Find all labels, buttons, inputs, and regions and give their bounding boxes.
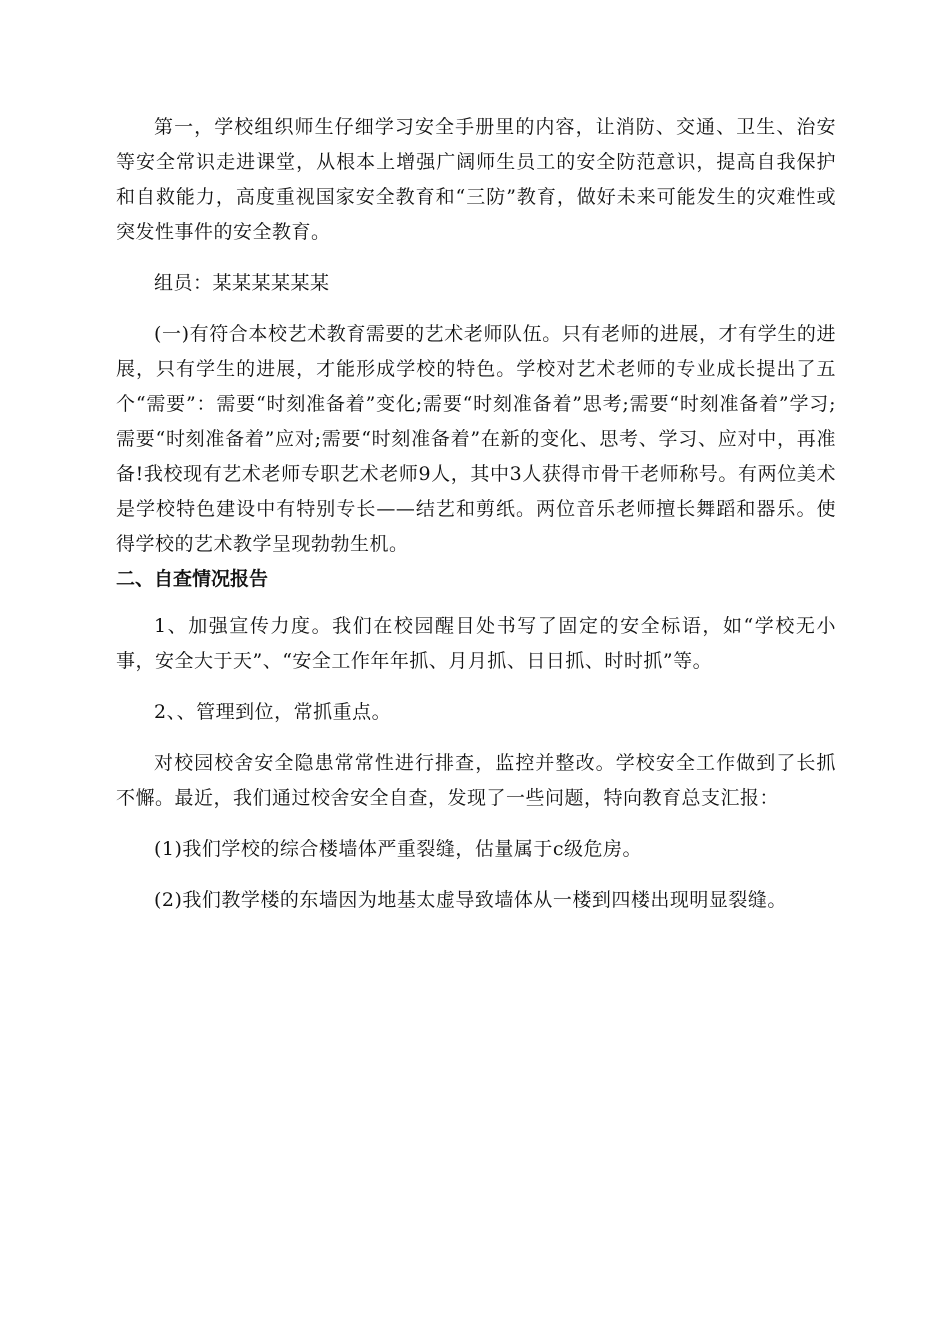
- paragraph-issue-1: (1)我们学校的综合楼墙体严重裂缝，估量属于c级危房。: [154, 838, 643, 860]
- section-heading: 二、自查情况报告: [116, 568, 269, 590]
- paragraph-art-teachers: (一)有符合本校艺术教育需要的艺术老师队伍。只有老师的进展，才有学生的进展，只有学生的进展，才能形成学校的特色。学校对艺术老师的专业成长提出了五个“需要”：需要“时刻准备着”变化;需要“时刻准备着”思考;需要“时刻准备着”学习;需要“时刻准备着”应对;需要“时刻准备着”在新的变化、思考、学习、应对中，再准备!我校现有艺术老师专职艺术老师9人，其中3人获得市骨干老师称号。有两位美术是学校特色建设中有特别专长——结艺和剪纸。两位音乐老师擅长舞蹈和器乐。使得学校的艺术教学呈现勃勃生机。: [116, 323, 836, 555]
- paragraph-issue-2: (2)我们教学楼的东墙因为地基太虚导致墙体从一楼到四楼出现明显裂缝。: [154, 889, 787, 911]
- paragraph-management: 2、、管理到位，常抓重点。: [154, 701, 392, 723]
- paragraph-members: 组员：某某某某某某: [154, 272, 330, 294]
- document-page: [116, 110, 836, 918]
- paragraph-inspection: 对校园校舍安全隐患常常性进行排查，监控并整改。学校安全工作做到了长抓不懈。最近，我们通过校舍安全自查，发现了一些问题，特向教育总支汇报：: [116, 752, 836, 809]
- paragraph-safety-education: 第一，学校组织师生仔细学习安全手册里的内容，让消防、交通、卫生、治安等安全常识走进课堂，从根本上增强广阔师生员工的安全防范意识，提高自我保护和自救能力，高度重视国家安全教育和“三防”教育，做好未来可能发生的灾难性或突发性事件的安全教育。: [116, 116, 836, 243]
- paragraph-publicity: 1、加强宣传力度。我们在校园醒目处书写了固定的安全标语，如“学校无小事，安全大于天”、“安全工作年年抓、月月抓、日日抓、时时抓”等。: [116, 615, 836, 672]
